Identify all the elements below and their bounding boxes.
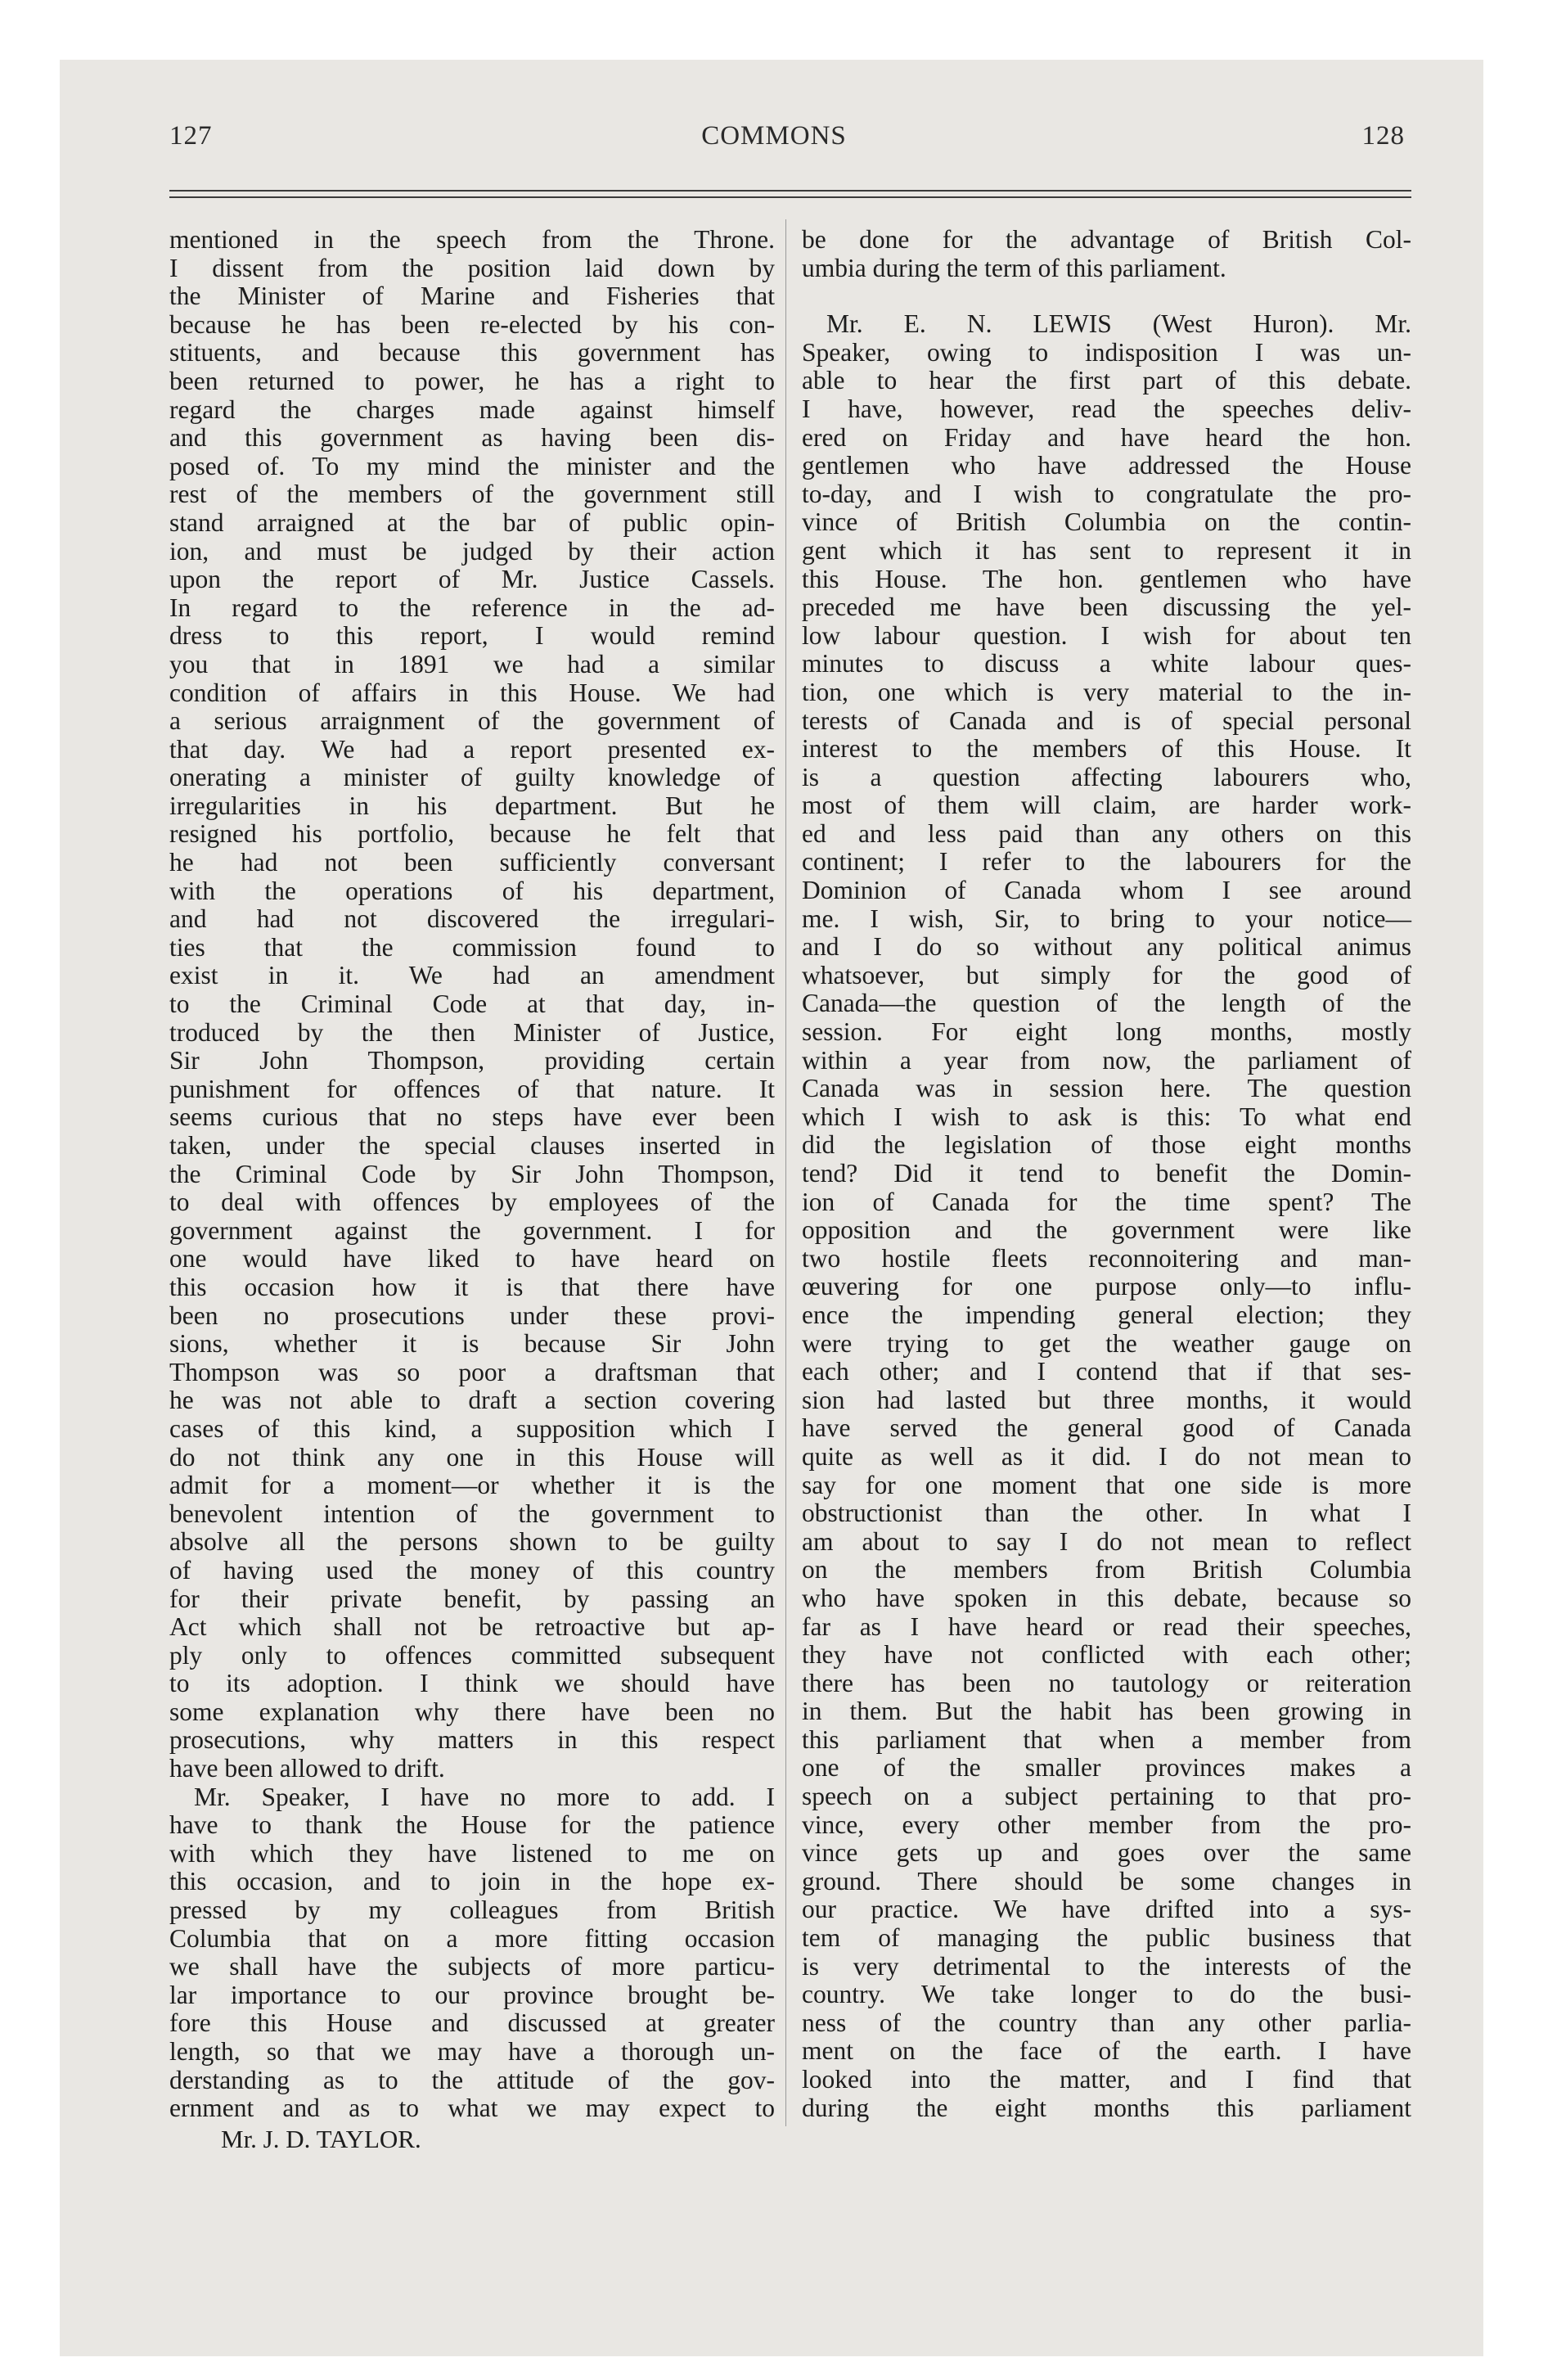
text-line: rest of the members of the government still bbox=[169, 480, 775, 509]
text-line: and had not discovered the irregulari- bbox=[169, 904, 775, 934]
page-number-left: 127 bbox=[169, 121, 213, 151]
text-line: looked into the matter, and I find that bbox=[802, 2065, 1411, 2094]
text-line: be done for the advantage of British Col- bbox=[802, 225, 1411, 254]
text-line: regard the charges made against himself bbox=[169, 394, 775, 424]
text-line: most of them will claim, are harder work- bbox=[802, 791, 1411, 820]
text-line: mentioned in the speech from the Throne. bbox=[169, 225, 775, 254]
text-line: ion of Canada for the time spent? The bbox=[802, 1187, 1411, 1216]
text-line: for their private benefit, by passing an bbox=[169, 1584, 775, 1613]
text-line: the Criminal Code by Sir John Thompson, bbox=[169, 1159, 775, 1188]
text-line: seems curious that no steps have ever been bbox=[169, 1102, 775, 1132]
text-line: there has been no tautology or reiteration bbox=[802, 1668, 1411, 1697]
text-line: fore this House and discussed at greater bbox=[169, 2008, 775, 2038]
text-line: pressed by my colleagues from British bbox=[169, 1895, 775, 1925]
text-line: quite as well as it did. I do not mean to bbox=[802, 1441, 1411, 1471]
text-line: interest to the members of this House. It bbox=[802, 734, 1411, 764]
text-line: absolve all the persons shown to be guilty bbox=[169, 1527, 775, 1557]
text-line: Act which shall not be retroactive but ap- bbox=[169, 1612, 775, 1642]
text-line: cases of this kind, a supposition which I bbox=[169, 1413, 775, 1443]
text-line: onerating a minister of guilty knowledge of bbox=[169, 763, 775, 792]
text-line: tend? Did it tend to benefit the Domin- bbox=[802, 1159, 1411, 1188]
text-line: ion, and must be judged by their action bbox=[169, 536, 775, 566]
text-line: to the Criminal Code at that day, in- bbox=[169, 989, 775, 1019]
text-line: two hostile fleets reconnoitering and man- bbox=[802, 1243, 1411, 1273]
text-line: Speaker, owing to indisposition I was un- bbox=[802, 337, 1411, 367]
text-line: government against the government. I for bbox=[169, 1215, 775, 1245]
text-line: I dissent from the position laid down by bbox=[169, 253, 775, 282]
text-line: posed of. To my mind the minister and the bbox=[169, 451, 775, 480]
text-line: been no prosecutions under these provi- bbox=[169, 1300, 775, 1330]
text-line: have served the general good of Canada bbox=[802, 1413, 1411, 1443]
page-header bbox=[0, 121, 1548, 154]
text-line: they have not conflicted with each other; bbox=[802, 1640, 1411, 1670]
text-line: irregularities in his department. But he bbox=[169, 791, 775, 820]
text-line: ply only to offences committed subsequent bbox=[169, 1640, 775, 1670]
header-rule-double bbox=[169, 196, 1411, 198]
text-line: during the eight months this parliament bbox=[802, 2093, 1411, 2122]
text-line: do not think any one in this House will bbox=[169, 1442, 775, 1472]
text-line: upon the report of Mr. Justice Cassels. bbox=[169, 565, 775, 594]
text-line: which I wish to ask is this: To what end bbox=[802, 1102, 1411, 1131]
text-line: on the members from British Columbia bbox=[802, 1555, 1411, 1584]
text-line: have been allowed to drift. bbox=[169, 1754, 445, 1783]
text-line: continent; I refer to the labourers for the bbox=[802, 847, 1411, 877]
text-line: some explanation why there have been no bbox=[169, 1697, 775, 1726]
text-line: who have spoken in this debate, because so bbox=[802, 1583, 1411, 1612]
text-line: stituents, and because this government has bbox=[169, 338, 775, 367]
text-line: this occasion how it is that there have bbox=[169, 1272, 775, 1301]
text-line: low labour question. I wish for about ten bbox=[802, 620, 1411, 650]
text-line: preceded me have been discussing the yel- bbox=[802, 593, 1411, 622]
text-line: within a year from now, the parliament of bbox=[802, 1045, 1411, 1075]
text-line: ence the impending general election; they bbox=[802, 1300, 1411, 1329]
text-line: ness of the country than any other parlia- bbox=[802, 2008, 1411, 2037]
text-line: sions, whether it is because Sir John bbox=[169, 1329, 775, 1359]
text-line: were trying to get the weather gauge on bbox=[802, 1328, 1411, 1358]
text-line: country. We take longer to do the busi- bbox=[802, 1980, 1411, 2009]
text-line: whatsoever, but simply for the good of bbox=[802, 960, 1411, 989]
text-line: is a question affecting labourers who, bbox=[802, 762, 1411, 791]
speaker-signature: Mr. J. D. TAYLOR. bbox=[221, 2125, 421, 2153]
text-line: ties that the commission found to bbox=[169, 932, 775, 962]
text-line: he had not been sufficiently conversant bbox=[169, 848, 775, 877]
text-line: ered on Friday and have heard the hon. bbox=[802, 422, 1411, 452]
text-line: prosecutions, why matters in this respect bbox=[169, 1725, 775, 1755]
text-line: you that in 1891 we had a similar bbox=[169, 649, 775, 678]
right-column bbox=[802, 226, 1411, 2122]
page-number-right: 128 bbox=[1361, 121, 1405, 151]
text-line: able to hear the first part of this debate. bbox=[802, 366, 1411, 395]
text-line: œuvering for one purpose only—to influ- bbox=[802, 1272, 1411, 1301]
text-line: the Minister of Marine and Fisheries that bbox=[169, 282, 775, 311]
text-line: me. I wish, Sir, to bring to your notice— bbox=[802, 904, 1411, 933]
text-line: session. For eight long months, mostly bbox=[802, 1017, 1411, 1047]
text-line: with which they have listened to me on bbox=[169, 1838, 775, 1868]
text-line: vince, every other member from the pro- bbox=[802, 1810, 1411, 1839]
column-divider bbox=[785, 219, 786, 2126]
text-line: ed and less paid than any others on this bbox=[802, 818, 1411, 848]
text-line: taken, under the special clauses inserted in bbox=[169, 1131, 775, 1160]
text-line: obstructionist than the other. In what I bbox=[802, 1499, 1411, 1528]
text-line: have to thank the House for the patience bbox=[169, 1810, 775, 1840]
paragraph-gap bbox=[802, 282, 1411, 310]
text-line: been returned to power, he has a right to bbox=[169, 366, 775, 395]
text-line: punishment for offences of that nature. It bbox=[169, 1074, 775, 1103]
text-line: gentlemen who have addressed the House bbox=[802, 451, 1411, 480]
text-line: minutes to discuss a white labour ques- bbox=[802, 649, 1411, 678]
text-line: that day. We had a report presented ex- bbox=[169, 734, 775, 764]
text-line: Dominion of Canada whom I see around bbox=[802, 876, 1411, 905]
text-line: to deal with offences by employees of the bbox=[169, 1188, 775, 1217]
text-line: this occasion, and to join in the hope ex- bbox=[169, 1867, 775, 1896]
text-line: resigned his portfolio, because he felt that bbox=[169, 819, 775, 849]
text-line: sion had lasted but three months, it would bbox=[802, 1385, 1411, 1414]
text-line: ment on the face of the earth. I have bbox=[802, 2036, 1411, 2066]
text-line: Columbia that on a more fitting occasion bbox=[169, 1923, 775, 1953]
text-line: exist in it. We had an amendment bbox=[169, 961, 775, 990]
text-line: In regard to the reference in the ad- bbox=[169, 593, 775, 622]
text-line: benevolent intention of the government to bbox=[169, 1499, 775, 1528]
text-line: Sir John Thompson, providing certain bbox=[169, 1046, 775, 1075]
text-line: stand arraigned at the bar of public opin- bbox=[169, 507, 775, 537]
text-line: and this government as having been dis- bbox=[169, 423, 775, 453]
text-line: our practice. We have drifted into a sys- bbox=[802, 1895, 1411, 1924]
text-line: because he has been re-elected by his con- bbox=[169, 309, 775, 339]
text-line: Thompson was so poor a draftsman that bbox=[169, 1357, 775, 1386]
text-line: I have, however, read the speeches deliv- bbox=[802, 394, 1411, 423]
text-line: Canada—the question of the length of the bbox=[802, 989, 1411, 1018]
text-line: condition of affairs in this House. We had bbox=[169, 678, 775, 707]
text-line: am about to say I do not mean to reflect bbox=[802, 1526, 1411, 1556]
text-line: admit for a moment—or whether it is the bbox=[169, 1471, 775, 1500]
text-line: lar importance to our province brought be- bbox=[169, 1980, 775, 2009]
text-line: length, so that we may have a thorough un- bbox=[169, 2037, 775, 2066]
text-line: vince of British Columbia on the contin- bbox=[802, 507, 1411, 537]
text-line: Mr. E. N. LEWIS (West Huron). Mr. bbox=[826, 309, 1411, 339]
left-column bbox=[169, 226, 775, 2123]
text-line: umbia during the term of this parliament. bbox=[802, 253, 1226, 282]
text-line: derstanding as to the attitude of the gov- bbox=[169, 2065, 775, 2094]
text-line: ground. There should be some changes in bbox=[802, 1866, 1411, 1895]
text-line: this parliament that when a member from bbox=[802, 1724, 1411, 1754]
text-line: speech on a subject pertaining to that pro- bbox=[802, 1782, 1411, 1811]
text-line: each other; and I contend that if that ses- bbox=[802, 1357, 1411, 1386]
text-line: opposition and the government were like bbox=[802, 1215, 1411, 1245]
text-line: Mr. Speaker, I have no more to add. I bbox=[194, 1782, 775, 1811]
text-line: this House. The hon. gentlemen who have bbox=[802, 564, 1411, 593]
text-line: to its adoption. I think we should have bbox=[169, 1669, 775, 1698]
text-line: far as I have heard or read their speeches, bbox=[802, 1611, 1411, 1641]
text-line: we shall have the subjects of more particu- bbox=[169, 1952, 775, 1981]
text-line: tion, one which is very material to the in- bbox=[802, 677, 1411, 706]
text-line: with the operations of his department, bbox=[169, 876, 775, 905]
text-line: one would have liked to have heard on bbox=[169, 1244, 775, 1273]
text-line: troduced by the then Minister of Justice, bbox=[169, 1017, 775, 1047]
text-line: in them. But the habit has been growing in bbox=[802, 1697, 1411, 1726]
running-title: COMMONS bbox=[701, 121, 847, 151]
text-line: he was not able to draft a section covering bbox=[169, 1386, 775, 1415]
text-line: ernment and as to what we may expect to bbox=[169, 2094, 775, 2123]
text-line: and I do so without any political animus bbox=[802, 932, 1411, 962]
text-line: tem of managing the public business that bbox=[802, 1923, 1411, 1953]
text-line: Canada was in session here. The question bbox=[802, 1074, 1411, 1103]
header-rule bbox=[169, 190, 1411, 192]
text-line: a serious arraignment of the government of bbox=[169, 706, 775, 736]
text-line: say for one moment that one side is more bbox=[802, 1470, 1411, 1499]
text-line: terests of Canada and is of special personal bbox=[802, 705, 1411, 735]
text-line: of having used the money of this country bbox=[169, 1555, 775, 1584]
text-line: vince gets up and goes over the same bbox=[802, 1838, 1411, 1868]
text-line: did the legislation of those eight months bbox=[802, 1130, 1411, 1160]
text-line: gent which it has sent to represent it in bbox=[802, 535, 1411, 565]
text-line: to-day, and I wish to congratulate the pro- bbox=[802, 479, 1411, 508]
text-line: is very detrimental to the interests of the bbox=[802, 1951, 1411, 1981]
text-line: dress to this report, I would remind bbox=[169, 621, 775, 651]
text-line: one of the smaller provinces makes a bbox=[802, 1753, 1411, 1783]
